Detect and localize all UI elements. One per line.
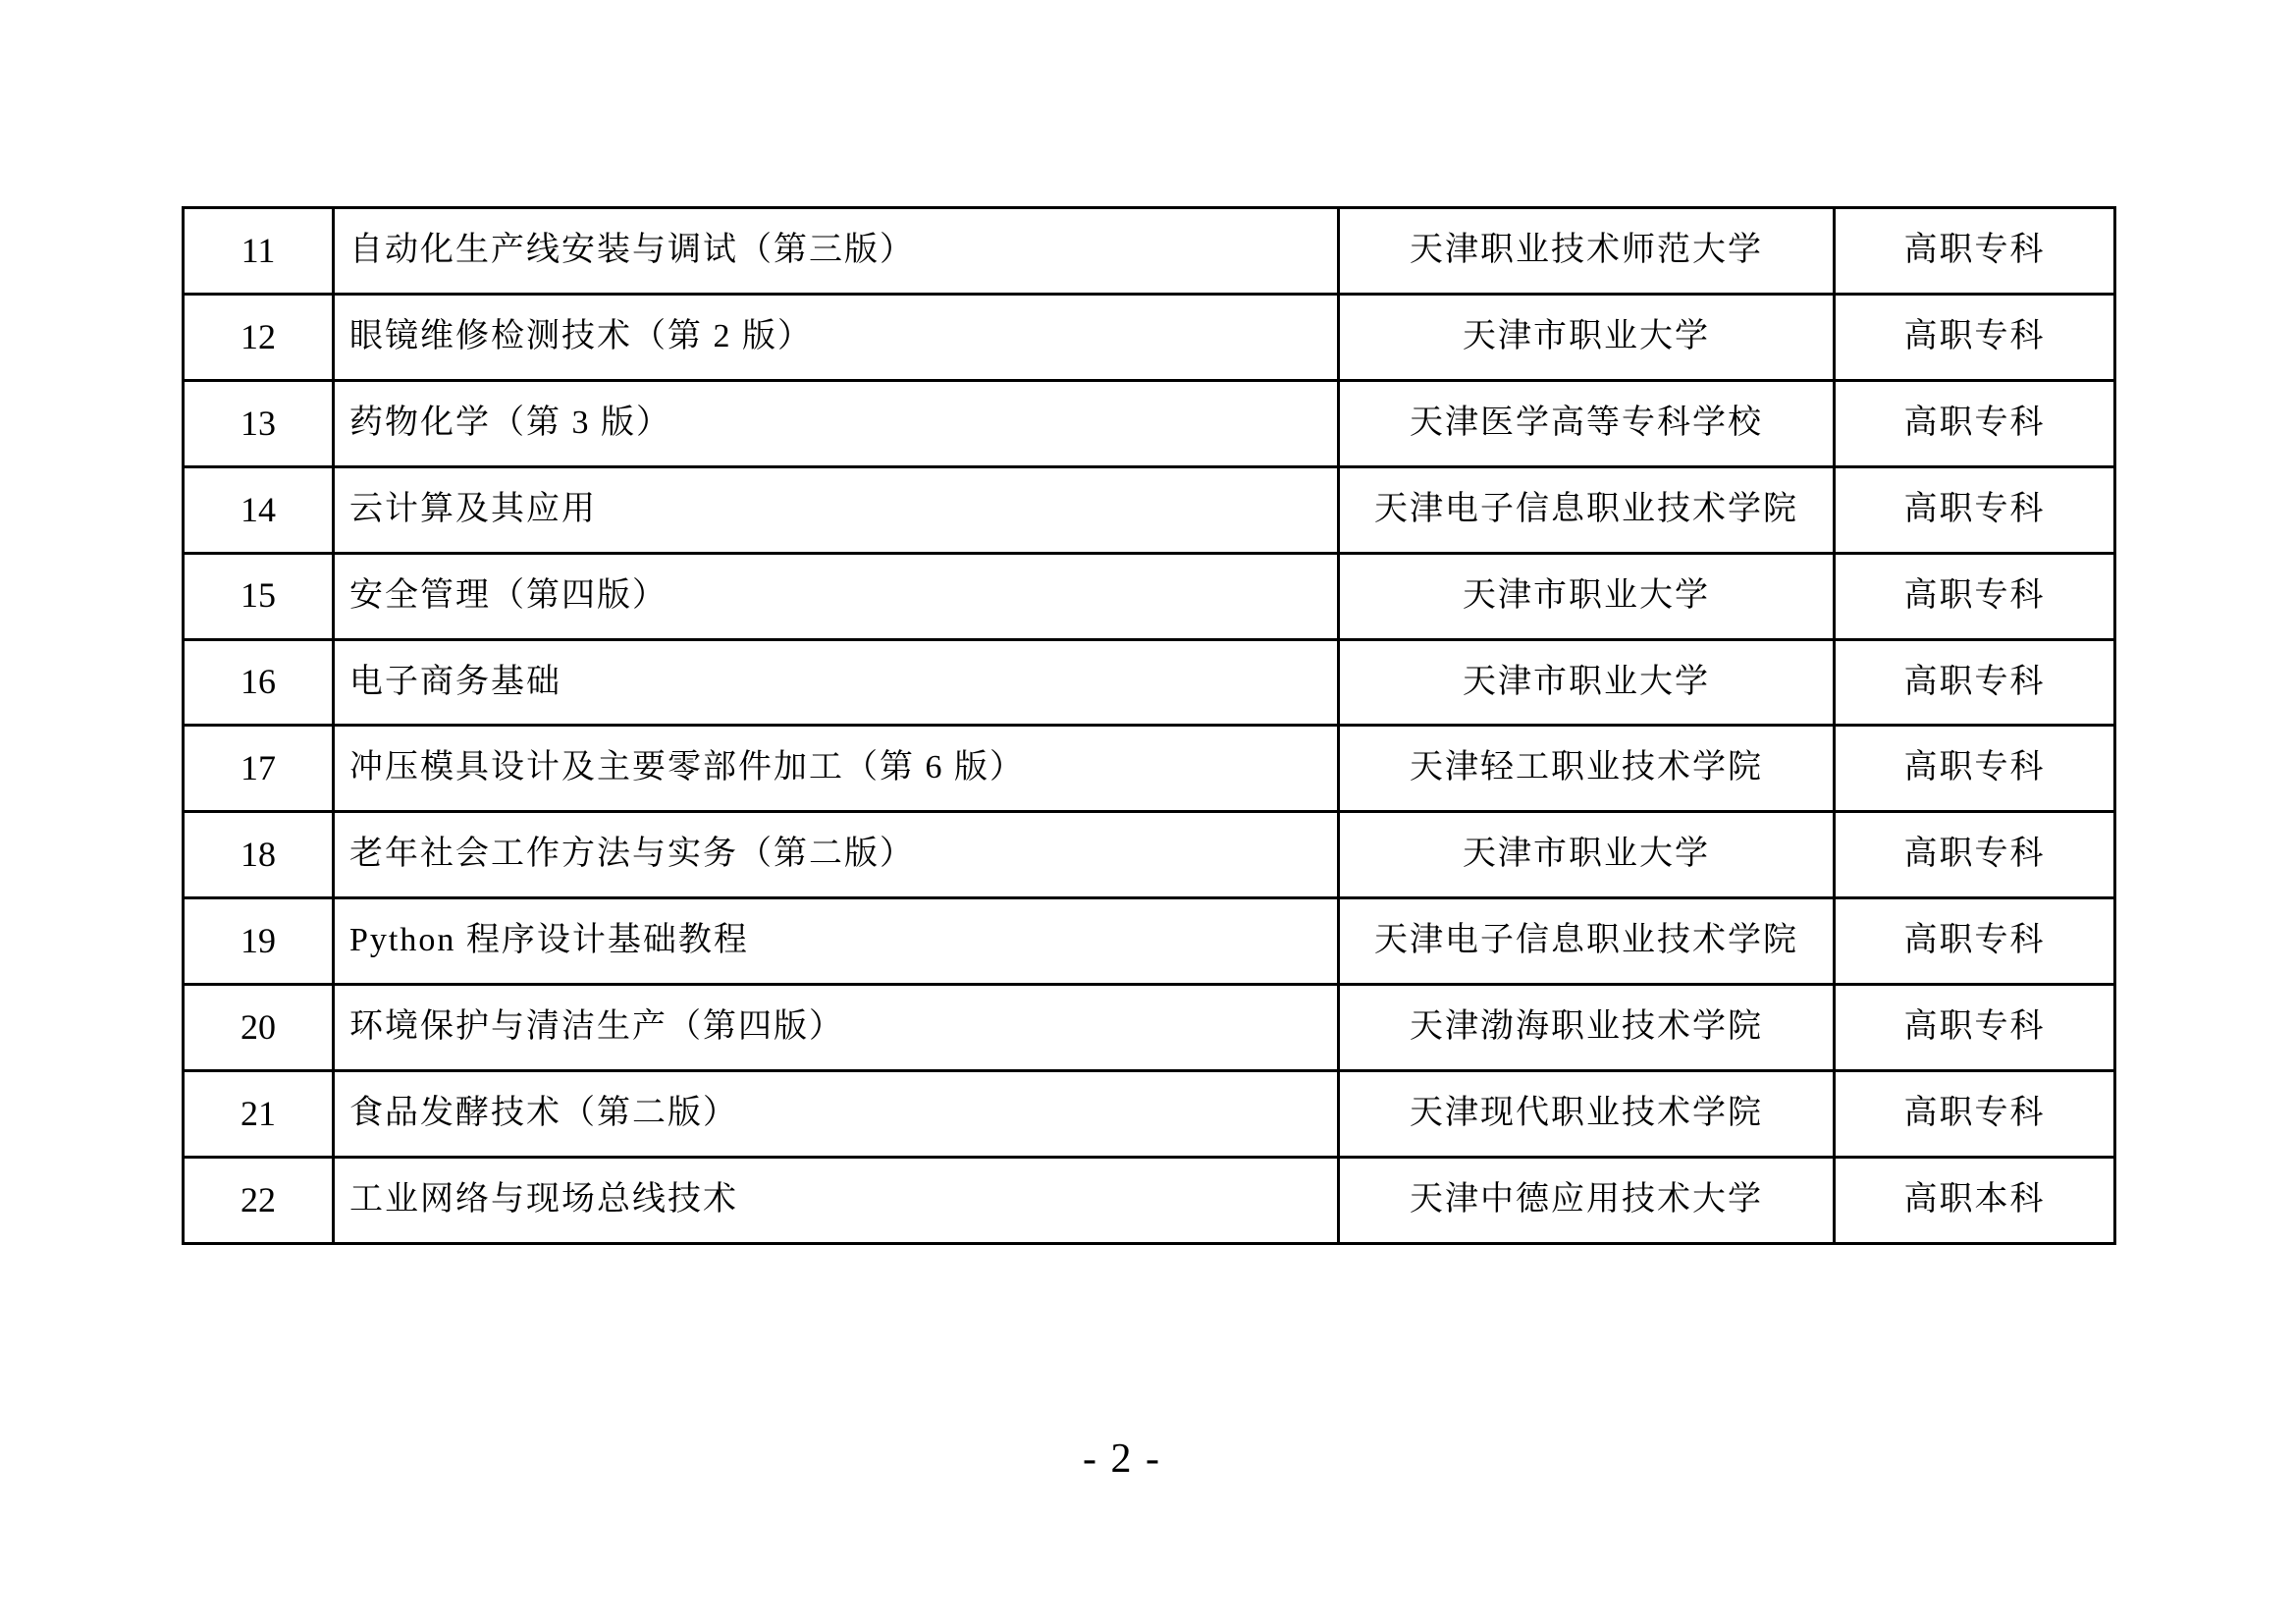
row-number-cell: 15 bbox=[184, 553, 334, 639]
institution-cell: 天津市职业大学 bbox=[1339, 812, 1835, 898]
institution-cell: 天津电子信息职业技术学院 bbox=[1339, 466, 1835, 553]
institution-cell: 天津市职业大学 bbox=[1339, 639, 1835, 726]
textbook-title-cell: 环境保护与清洁生产（第四版） bbox=[334, 985, 1339, 1071]
textbook-table bbox=[182, 206, 2116, 1245]
textbook-title-cell: 冲压模具设计及主要零部件加工（第 6 版） bbox=[334, 726, 1339, 812]
institution-cell: 天津中德应用技术大学 bbox=[1339, 1157, 1835, 1243]
institution-cell: 天津轻工职业技术学院 bbox=[1339, 726, 1835, 812]
institution-cell: 天津市职业大学 bbox=[1339, 553, 1835, 639]
table-row bbox=[184, 985, 2115, 1071]
table-row bbox=[184, 1157, 2115, 1243]
row-number-cell: 20 bbox=[184, 985, 334, 1071]
textbook-title-cell: 云计算及其应用 bbox=[334, 466, 1339, 553]
institution-cell: 天津现代职业技术学院 bbox=[1339, 1071, 1835, 1158]
table-row bbox=[184, 553, 2115, 639]
row-number-cell: 12 bbox=[184, 294, 334, 380]
institution-cell: 天津医学高等专科学校 bbox=[1339, 380, 1835, 466]
table-row bbox=[184, 294, 2115, 380]
row-number-cell: 19 bbox=[184, 898, 334, 985]
textbook-title-cell: 食品发酵技术（第二版） bbox=[334, 1071, 1339, 1158]
level-cell: 高职专科 bbox=[1835, 466, 2115, 553]
level-cell: 高职专科 bbox=[1835, 985, 2115, 1071]
level-cell: 高职专科 bbox=[1835, 208, 2115, 295]
row-number-cell: 11 bbox=[184, 208, 334, 295]
level-cell: 高职专科 bbox=[1835, 294, 2115, 380]
row-number-cell: 13 bbox=[184, 380, 334, 466]
row-number-cell: 18 bbox=[184, 812, 334, 898]
level-cell: 高职本科 bbox=[1835, 1157, 2115, 1243]
row-number-cell: 21 bbox=[184, 1071, 334, 1158]
textbook-title-cell: 老年社会工作方法与实务（第二版） bbox=[334, 812, 1339, 898]
page-number: - 2 - bbox=[1083, 1436, 1161, 1482]
institution-cell: 天津职业技术师范大学 bbox=[1339, 208, 1835, 295]
level-cell: 高职专科 bbox=[1835, 812, 2115, 898]
level-cell: 高职专科 bbox=[1835, 380, 2115, 466]
textbook-title-cell: 药物化学（第 3 版） bbox=[334, 380, 1339, 466]
row-number-cell: 14 bbox=[184, 466, 334, 553]
table-row bbox=[184, 466, 2115, 553]
table-row bbox=[184, 726, 2115, 812]
textbook-title-cell: 工业网络与现场总线技术 bbox=[334, 1157, 1339, 1243]
table-row bbox=[184, 1071, 2115, 1158]
textbook-table-body bbox=[184, 208, 2115, 1244]
row-number-cell: 16 bbox=[184, 639, 334, 726]
textbook-title-cell: Python 程序设计基础教程 bbox=[334, 898, 1339, 985]
level-cell: 高职专科 bbox=[1835, 726, 2115, 812]
institution-cell: 天津渤海职业技术学院 bbox=[1339, 985, 1835, 1071]
textbook-title-cell: 电子商务基础 bbox=[334, 639, 1339, 726]
level-cell: 高职专科 bbox=[1835, 639, 2115, 726]
table-row bbox=[184, 639, 2115, 726]
textbook-title-cell: 自动化生产线安装与调试（第三版） bbox=[334, 208, 1339, 295]
level-cell: 高职专科 bbox=[1835, 898, 2115, 985]
institution-cell: 天津市职业大学 bbox=[1339, 294, 1835, 380]
table-row bbox=[184, 208, 2115, 295]
table-row bbox=[184, 812, 2115, 898]
row-number-cell: 17 bbox=[184, 726, 334, 812]
institution-cell: 天津电子信息职业技术学院 bbox=[1339, 898, 1835, 985]
textbook-title-cell: 眼镜维修检测技术（第 2 版） bbox=[334, 294, 1339, 380]
table-row bbox=[184, 898, 2115, 985]
textbook-title-cell: 安全管理（第四版） bbox=[334, 553, 1339, 639]
row-number-cell: 22 bbox=[184, 1157, 334, 1243]
table-row bbox=[184, 380, 2115, 466]
level-cell: 高职专科 bbox=[1835, 1071, 2115, 1158]
level-cell: 高职专科 bbox=[1835, 553, 2115, 639]
